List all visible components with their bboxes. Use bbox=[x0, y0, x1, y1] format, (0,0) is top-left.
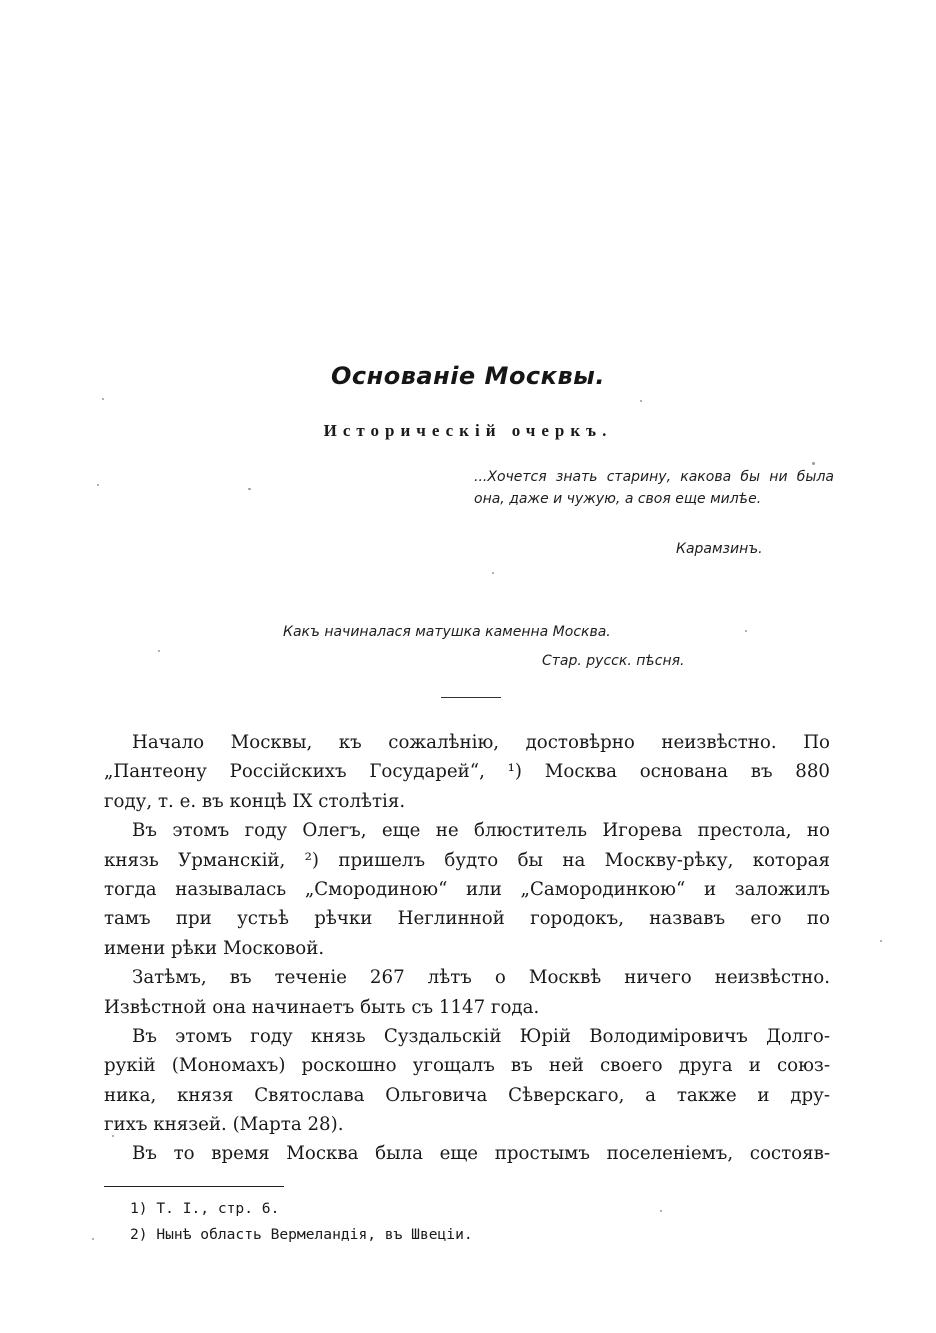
epigraph-quote: Какъ начиналася матушка каменна Москва. bbox=[283, 624, 611, 640]
text-line: князь Урманскій, ²) пришелъ будто бы на Москву-рѣку, которая bbox=[104, 849, 830, 871]
footnote: 2) Нынѣ область Вермеландія, въ Швеціи. bbox=[130, 1226, 473, 1243]
text-line: имени рѣки Московой. bbox=[104, 937, 325, 959]
epigraph-author: Карамзинъ. bbox=[676, 541, 763, 557]
scan-speck bbox=[660, 1210, 662, 1212]
scan-speck bbox=[492, 572, 494, 574]
footnotes bbox=[130, 1196, 473, 1248]
scan-speck bbox=[112, 1135, 114, 1137]
scan-speck bbox=[158, 650, 160, 652]
text-line: тогда называлась „Смородиною“ или „Самородинкою“ и заложилъ bbox=[104, 878, 830, 900]
text-line: тамъ при устьѣ рѣчки Неглинной городокъ, назвавъ его по bbox=[104, 908, 830, 930]
text-line: Извѣстной она начинаетъ быть съ 1147 года. bbox=[104, 996, 540, 1018]
page-title: Основаніе Москвы. bbox=[331, 362, 605, 390]
body-text bbox=[104, 728, 830, 1169]
text-line: Затѣмъ, въ теченіе 267 лѣтъ о Москвѣ ничего неизвѣстно. bbox=[132, 967, 830, 989]
scan-speck bbox=[102, 398, 104, 400]
section-divider bbox=[441, 697, 501, 698]
text-line: гихъ князей. (Марта 28). bbox=[104, 1114, 344, 1136]
text-line: году, т. е. въ концѣ IX столѣтія. bbox=[104, 790, 406, 812]
epigraph-quote: ...Хочется знать старину, какова бы ни была она, даже и чужую, а своя еще милѣе. bbox=[474, 469, 834, 507]
footnote-divider bbox=[104, 1186, 284, 1187]
footnote: 1) Т. I., стр. 6. bbox=[130, 1200, 280, 1217]
scan-speck bbox=[745, 630, 747, 632]
text-line: Въ то время Москва была еще простымъ поселеніемъ, состояв- bbox=[132, 1143, 830, 1165]
scan-speck bbox=[97, 484, 99, 486]
scan-speck bbox=[812, 462, 815, 465]
epigraph-source: Стар. русск. пѣсня. bbox=[542, 653, 685, 669]
text-line: Начало Москвы, къ сожалѣнію, достовѣрно неизвѣстно. По bbox=[132, 732, 830, 753]
scan-speck bbox=[880, 940, 882, 942]
text-line: „Пантеону Россійскихъ Государей“, ¹) Москва основана въ 880 bbox=[104, 761, 830, 783]
scan-speck bbox=[640, 400, 642, 402]
scan-speck bbox=[92, 1238, 94, 1240]
text-line: Въ этомъ году князь Суздальскій Юрій Володиміровичъ Долго- bbox=[132, 1025, 830, 1047]
page-subtitle: Историческій очеркъ. bbox=[323, 421, 613, 440]
scan-speck bbox=[248, 488, 251, 490]
text-line: рукій (Мономахъ) роскошно угощалъ въ ней своего друга и союз- bbox=[104, 1055, 830, 1077]
text-line: ника, князя Святослава Ольговича Сѣверскаго, а также и дру- bbox=[104, 1084, 830, 1106]
text-line: Въ этомъ году Олегъ, еще не блюститель Игорева престола, но bbox=[132, 820, 830, 842]
